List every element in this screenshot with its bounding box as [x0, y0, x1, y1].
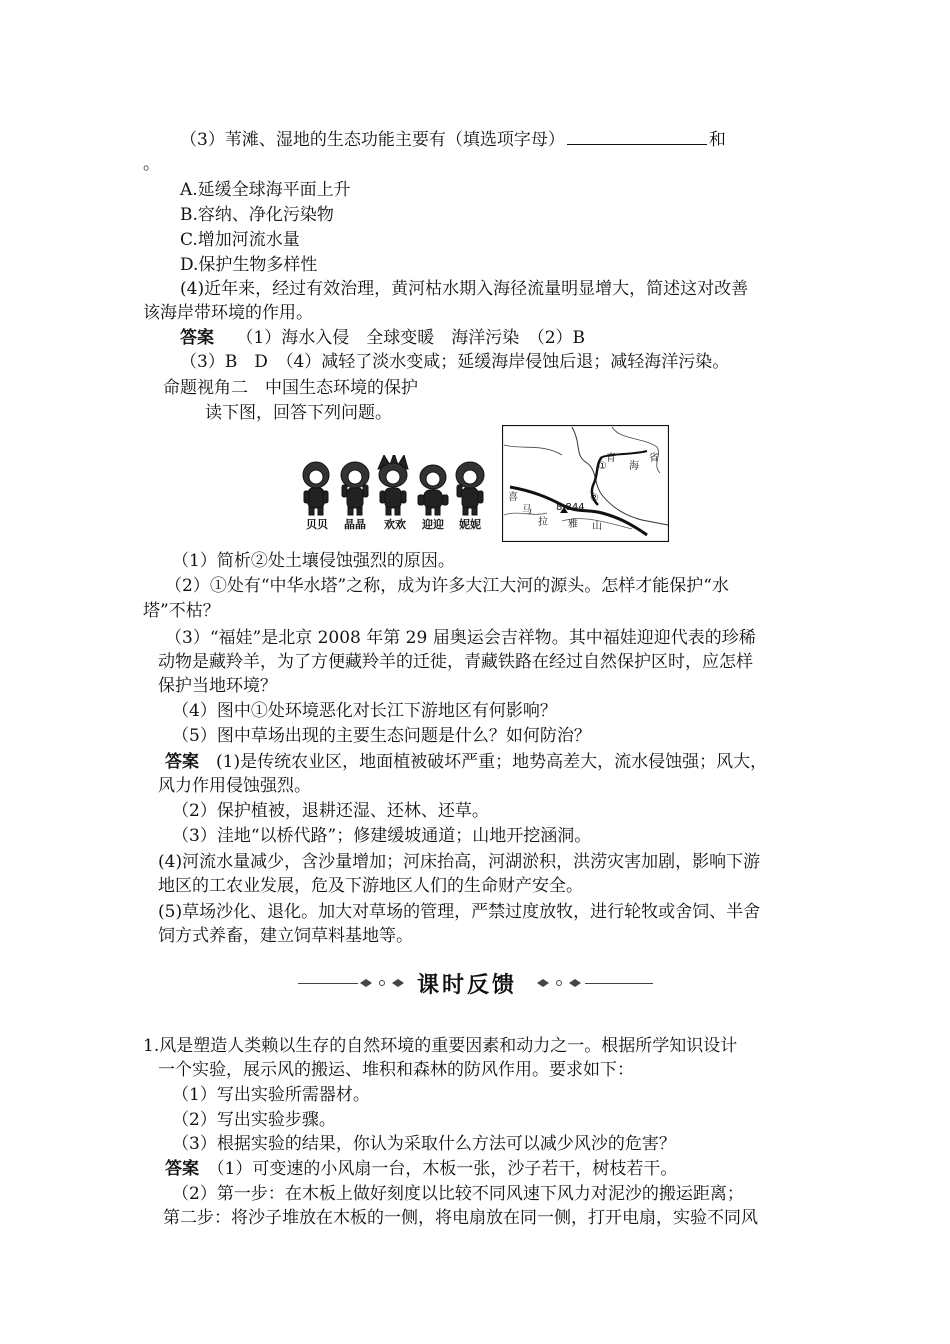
mascot-nini — [456, 462, 484, 515]
f-answer-2-line-2: 第二步：将沙子堆放在木板的一侧，将电扇放在同一侧，打开电扇，实验不同风 — [163, 1208, 758, 1228]
answer-label: 答案 — [165, 1159, 199, 1179]
f-answer-2-line-1: （2）第一步：在木板上做好刻度以比较不同风速下风力对泥沙的搬运距离； — [172, 1184, 744, 1204]
answer-1 — [180, 326, 585, 350]
f-sub-2: （2）写出实验步骤。 — [172, 1110, 336, 1130]
map-label-sheng: 省 — [649, 453, 659, 464]
mascot-name: 贝贝 — [306, 518, 328, 531]
q3-line — [180, 128, 726, 152]
mascot-name: 欢欢 — [384, 518, 406, 531]
mascot-name: 迎迎 — [422, 518, 444, 531]
diamond-ornament-icon — [535, 977, 585, 989]
option-d: D.保护生物多样性 — [180, 255, 318, 275]
b-answer-5-line-1: (5)草场沙化、退化。加大对草场的管理，严禁过度放牧，进行轮牧或舍饲、半舍 — [158, 902, 761, 922]
diamond-ornament-icon — [358, 977, 408, 989]
qinghai-tibet-map — [502, 425, 669, 542]
q3-prompt: （3）苇滩、湿地的生态功能主要有（填选项字母） — [180, 130, 565, 150]
b-answer-2: （2）保护植被，退耕还湿、还林、还草。 — [172, 801, 489, 821]
mascot-huanhuan — [378, 455, 408, 515]
mascot-name: 妮妮 — [459, 518, 481, 531]
b-q2-line-2: 塔”不枯？ — [143, 601, 220, 621]
map-label-elevation: 8 844 — [556, 502, 585, 513]
mascot-beibei — [303, 462, 329, 515]
b-q3-line-3: 保护当地环境？ — [158, 676, 277, 696]
map-label-ma: 马 — [522, 505, 532, 516]
map-marker-2: ② — [590, 493, 599, 504]
b-q5: （5）图中草场出现的主要生态问题是什么？如何防治？ — [172, 726, 591, 746]
mascot-jingjing — [341, 462, 369, 515]
b-answer-4-line-1: (4)河流水量减少，含沙量增加；河床抬高，河湖淤积，洪涝灾害加剧，影响下游 — [158, 852, 761, 872]
b-answer-5-line-2: 饲方式养畜，建立饲草料基地等。 — [158, 926, 413, 946]
map-label-hai: 海 — [629, 461, 639, 472]
q4-line-2: 该海岸带环境的作用。 — [143, 303, 313, 323]
read-prompt: 读下图，回答下列问题。 — [205, 403, 392, 423]
answer-1-text: （1）海水入侵 全球变暖 海洋污染 （2）B — [236, 328, 586, 348]
map-graphic — [502, 425, 669, 542]
f-answer-1 — [165, 1157, 677, 1181]
map-label-shan: 山 — [592, 521, 602, 532]
q3-and: 和 — [708, 130, 726, 150]
section-title: 课时反馈 — [417, 973, 518, 998]
heading-rule-right — [585, 983, 653, 984]
map-label-la: 拉 — [538, 517, 548, 528]
mascot-name: 晶晶 — [344, 518, 366, 531]
b-answer-4-line-2: 地区的工农业发展，危及下游地区人们的生命财产安全。 — [158, 876, 583, 896]
heading-rule-left — [298, 983, 358, 984]
b-q4: （4）图中①处环境恶化对长江下游地区有何影响？ — [172, 701, 557, 721]
b-answer-1-line-1 — [165, 750, 767, 774]
angle-heading: 命题视角二 中国生态环境的保护 — [163, 378, 418, 398]
map-label-xi: 喜 — [508, 492, 518, 503]
f-sub-3: （3）根据实验的结果，你认为采取什么方法可以减少风沙的危害？ — [172, 1134, 676, 1154]
map-label-qing: 青 — [606, 453, 616, 464]
b-q3-line-1: （3）“福娃”是北京 2008 年第 29 届奥运会吉祥物。其中福娃迎迎代表的珍稀 — [165, 628, 756, 648]
mascot-yingying — [418, 465, 448, 515]
q3-end: 。 — [143, 154, 160, 174]
answer-2: （3）B D （4）减轻了淡水变咸；延缓海岸侵蚀后退；减轻海洋污染。 — [180, 352, 730, 372]
b-q2-line-1: （2）①处有“中华水塔”之称，成为许多大江大河的源头。怎样才能保护“水 — [165, 576, 729, 596]
answer-blank[interactable] — [567, 128, 707, 145]
f-sub-1: （1）写出实验所需器材。 — [172, 1085, 370, 1105]
answer-label: 答案 — [180, 328, 214, 348]
b-answer-3: （3）洼地“以桥代路”；修建缓坡通道；山地开挖涵洞。 — [172, 826, 592, 846]
b-answer-1-line-2: 风力作用侵蚀强烈。 — [158, 776, 311, 796]
f-answer-1-text: （1）可变速的小风扇一台，木板一张，沙子若干，树枝若干。 — [216, 1159, 678, 1179]
map-label-ya: 雅 — [568, 519, 578, 530]
option-b: B.容纳、净化污染物 — [180, 205, 334, 225]
f-q1-line-2: 一个实验，展示风的搬运、堆积和森林的防风作用。要求如下： — [158, 1060, 634, 1080]
b-q3-line-2: 动物是藏羚羊，为了方便藏羚羊的迁徙，青藏铁路在经过自然保护区时，应怎样 — [158, 652, 753, 672]
option-c: C.增加河流水量 — [180, 230, 300, 250]
b-answer-1-text: (1)是传统农业区，地面植被破坏严重；地势高差大，流水侵蚀强；风大， — [216, 752, 768, 772]
f-q1-line-1: 1.风是塑造人类赖以生存的自然环境的重要因素和动力之一。根据所学知识设计 — [143, 1036, 738, 1056]
answer-label: 答案 — [165, 752, 199, 772]
q4-line-1: (4)近年来，经过有效治理，黄河枯水期入海径流量明显增大，简述这对改善 — [180, 279, 749, 299]
map-marker-1: ① — [598, 461, 607, 472]
option-a: A.延缓全球海平面上升 — [180, 180, 351, 200]
b-q1: （1）简析②处土壤侵蚀强烈的原因。 — [172, 551, 455, 571]
